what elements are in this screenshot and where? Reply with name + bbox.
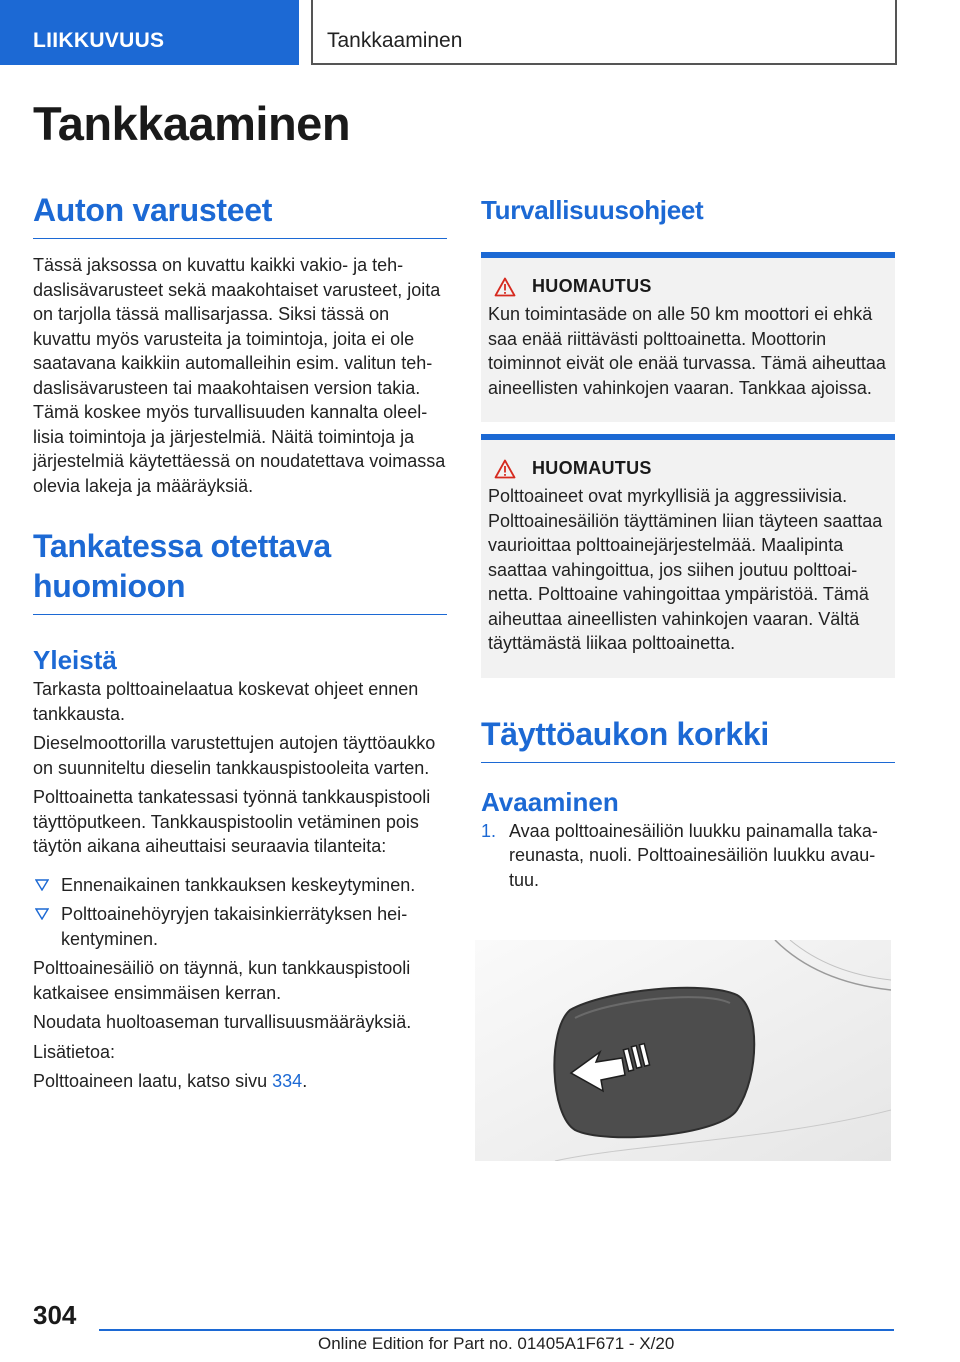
list-item-text: Ennenaikainen tankkauksen keskeytyminen. (61, 874, 416, 895)
paragraph-7 (33, 1069, 447, 1094)
footer-divider (99, 1329, 894, 1331)
page-number: 304 (33, 1300, 77, 1330)
warning-note-header (488, 276, 887, 297)
list-item-text: Polttoainehöyryjen takaisinkierrätyksen heikentyminen. (61, 904, 408, 949)
warning-note-header (488, 458, 887, 479)
list-item (33, 873, 447, 898)
paragraph-6: Lisätietoa: (33, 1041, 116, 1062)
warning-text: Kun toimintasäde on alle 50 km moottori ei ehkä saa enää riittävästi polttoainetta. Moottorin toiminnot eivät ole enää turvassa. Tämä aiheuttaa aineellisten vahinkojen vaaran. Tankkaa ajoissa. (488, 304, 886, 398)
fuel-flap-drawing (475, 940, 891, 1161)
subsection-title-yleista: Yleistä (33, 645, 117, 675)
warning-triangle-icon (494, 459, 516, 479)
page-title: Tankkaaminen (33, 97, 351, 150)
page-reference-link[interactable]: 334 (272, 1071, 303, 1091)
footer-edition: Online Edition for Part no. 01405A1F671 - X/20 (318, 1334, 675, 1353)
warning-text: Polttoaineet ovat myrkyllisiä ja aggressiivisia. Polttoainesäiliön täyttäminen liian täyteen saattaa vaurioittaa polttoainejärjestelmää. Maalipinta saattaa vahingoittua, jos siihen joutuu polttoainetta. Polttoaine vahingoittaa ympäristöä. Tämä aiheuttaa aineellisten vahinkojen vaaran. Vältä täyttämästä liikaa polttoainetta. (488, 486, 883, 653)
step-text: Avaa polttoainesäiliön luukku painamalla takareunasta, nuoli. Polttoainesäiliön luukku avautuu. (509, 820, 878, 890)
reference-end: . (302, 1071, 308, 1091)
header-chapter-tab (311, 0, 897, 65)
steps-list (481, 819, 895, 893)
triangle-bullet-icon (35, 879, 49, 891)
paragraph-5: Noudata huoltoaseman turvallisuusmääräyksiä. (33, 1012, 412, 1032)
section-title-auton-varusteet: Auton varusteet (33, 190, 447, 239)
paragraph-4: Polttoainesäiliö on täynnä, kun tankkauspistooli katkaisee ensimmäisen kerran. (33, 958, 411, 1003)
bullet-list (33, 873, 447, 952)
warning-label: HUOMAUTUS (532, 276, 652, 296)
warning-note (481, 434, 895, 678)
left-column (33, 190, 447, 1094)
reference-text: Polttoaineen laatu, katso sivu (33, 1071, 273, 1091)
step-item (481, 819, 895, 893)
header-section-tab (0, 0, 299, 65)
fuel-flap-illustration (475, 940, 891, 1161)
step-number: 1. (481, 820, 497, 841)
warning-triangle-icon (494, 277, 516, 297)
header-chapter-label: Tankkaaminen (327, 29, 463, 52)
list-item (33, 902, 447, 951)
right-column (481, 190, 895, 892)
header-section-label: LIIKKUVUUS (33, 29, 165, 52)
section-title-tayttoaukon-korkki: Täyttöaukon korkki (481, 714, 895, 763)
warning-label: HUOMAUTUS (532, 458, 652, 478)
paragraph-3: Polttoainetta tankatessasi työnnä tankkauspistooli täyttöputkeen. Tankkauspistoolin vetäminen pois täytön aikana aiheuttaisi seuraavia tilanteita: (33, 787, 431, 856)
paragraph-equipment: Tässä jaksossa on kuvattu kaikki vakio- ja tehdaslisävarusteet sekä maakohtaiset varusteet, joita on tarjolla tässä mallisarjassa. Siksi tässä on kuvattu myös varusteita ja toimintoja, joita ei ole saatavana kaikkiin automalleihin esim. valitun tehdaslisävarusteen tai maakohtaisen version takia. Tämä koskee myös turvallisuuden kannalta oleellisia toimintoja ja järjestelmiä. Näitä toimintoja ja järjestelmiä käytettäessä on noudatettava voimassa olevia lakeja ja määräyksiä. (33, 255, 446, 496)
paragraph-1: Tarkasta polttoainelaatua koskevat ohjeet ennen tankkausta. (33, 679, 419, 724)
triangle-bullet-icon (35, 908, 49, 920)
subsection-title-avaaminen: Avaaminen (481, 786, 619, 817)
section-title-tankatessa: Tankatessa otettava huomioon (33, 526, 447, 615)
paragraph-2: Dieselmoottorilla varustettujen autojen täyttöaukko on suunniteltu dieselin tankkauspistooleita varten. (33, 733, 436, 778)
section-title-turvallisuusohjeet: Turvallisuusohjeet (481, 195, 704, 225)
warning-note (481, 252, 895, 422)
